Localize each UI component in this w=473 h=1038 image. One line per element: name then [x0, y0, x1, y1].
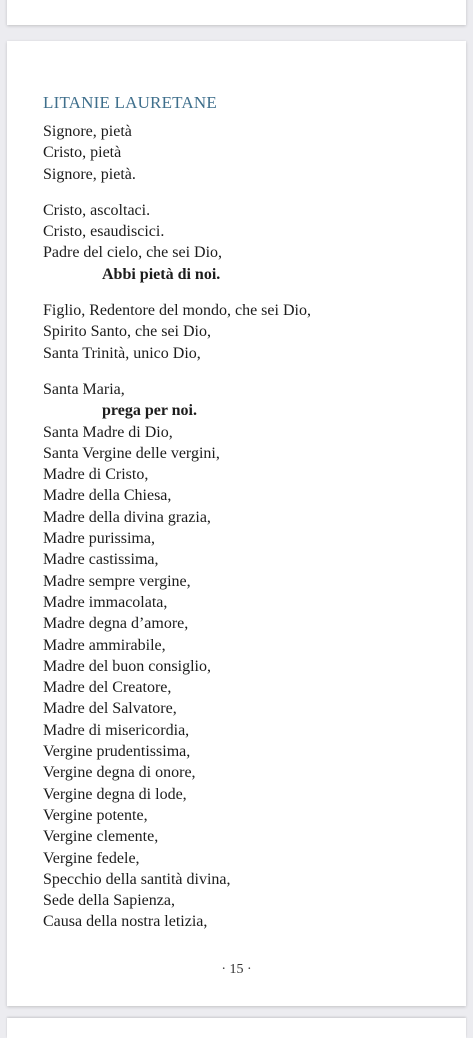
invocation-line: Madre sempre vergine, [43, 572, 191, 590]
invocation-line: Signore, pietà [43, 123, 132, 140]
invocation-line: Signore, pietà. [43, 165, 136, 183]
invocation-group [43, 300, 458, 364]
invocation-line: Vergine prudentissima, [43, 743, 191, 761]
invocation-line: Santa Maria, [43, 380, 125, 398]
invocation-line: Madre del Creatore, [43, 679, 172, 697]
invocation-line: Madre della Chiesa, [43, 487, 172, 505]
document-page [7, 41, 466, 1006]
invocation-line: Madre di Cristo, [43, 466, 149, 484]
invocation-line: Santa Madre di Dio, [43, 423, 173, 441]
invocation-line: Causa della nostra letizia, [43, 913, 208, 931]
invocation-line: Madre purissima, [43, 530, 155, 548]
invocation-line: Vergine potente, [43, 806, 148, 824]
litany-text [43, 121, 458, 948]
invocation-line: Spirito Santo, che sei Dio, [43, 323, 211, 341]
invocation-line: Vergine degna di lode, [43, 785, 187, 803]
response-line: prega per noi. [102, 402, 197, 420]
previous-page-edge[interactable] [7, 0, 466, 25]
invocation-line: Specchio della santità divina, [43, 870, 231, 888]
invocation-line: Madre del buon consiglio, [43, 657, 211, 675]
invocation-group [43, 379, 458, 933]
invocation-line: Cristo, ascoltaci. [43, 201, 151, 219]
next-page-edge[interactable] [7, 1018, 466, 1038]
invocation-line: Madre immacolata, [43, 593, 168, 611]
page-title: LITANIE LAURETANE [43, 93, 217, 112]
invocation-line: Santa Trinità, unico Dio, [43, 344, 201, 362]
invocation-line: Padre del cielo, che sei Dio, [43, 244, 223, 262]
invocation-line: Madre del Salvatore, [43, 700, 177, 718]
invocation-line: Madre ammirabile, [43, 636, 166, 654]
invocation-line: Madre degna d’amore, [43, 615, 189, 633]
invocation-group [43, 200, 458, 285]
invocation-line: Madre castissima, [43, 551, 159, 569]
invocation-line: Vergine degna di onore, [43, 764, 196, 782]
invocation-group [43, 121, 458, 185]
response-line: Abbi pietà di noi. [102, 265, 221, 283]
invocation-line: Vergine fedele, [43, 849, 140, 867]
invocation-line: Cristo, esaudiscici. [43, 223, 165, 241]
invocation-line: Santa Vergine delle vergini, [43, 444, 220, 462]
invocation-line: Figlio, Redentore del mondo, che sei Dio, [43, 302, 311, 320]
page-number: · 15 · [221, 962, 252, 977]
invocation-line: Sede della Sapienza, [43, 892, 175, 910]
invocation-line: Vergine clemente, [43, 828, 159, 846]
invocation-line: Cristo, pietà [43, 144, 122, 162]
invocation-line: Madre della divina grazia, [43, 508, 211, 526]
invocation-line: Madre di misericordia, [43, 721, 190, 739]
